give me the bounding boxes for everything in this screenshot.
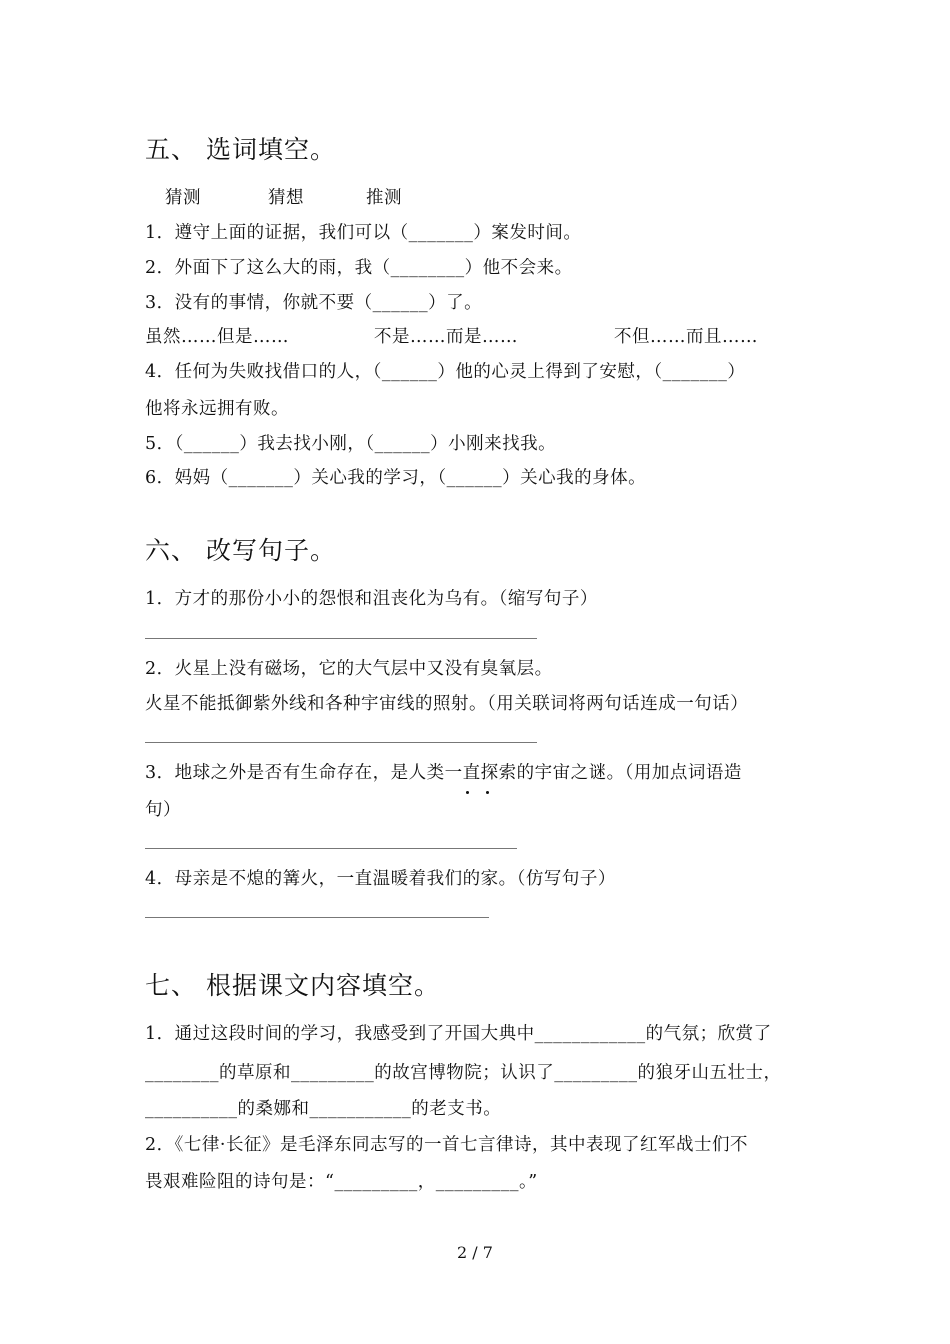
- conjunction-option: 不但……而且……: [614, 327, 758, 347]
- s5-question-4-cont: 他将永远拥有败。: [145, 399, 289, 419]
- s6-question-1: 1．方才的那份小小的怨恨和沮丧化为乌有。（缩写句子）: [145, 589, 598, 609]
- s5-question-1: 1．遵守上面的证据，我们可以（_______）案发时间。: [145, 223, 582, 243]
- answer-line[interactable]: [145, 917, 489, 918]
- page-number: 2 / 7: [457, 1243, 493, 1262]
- word-option: 猜想: [268, 188, 304, 208]
- s5-question-6: 6．妈妈（_______）关心我的学习，（______）关心我的身体。: [145, 468, 647, 488]
- section6-title: 六、 改写句子。: [145, 536, 336, 565]
- emphasis-dot: [486, 791, 489, 794]
- word-option: 推测: [366, 188, 402, 208]
- answer-line[interactable]: [145, 742, 537, 743]
- s7-question-2-cont: 畏艰难险阻的诗句是：“_________，_________。”: [145, 1172, 538, 1192]
- conjunction-option: 不是……而是……: [374, 327, 518, 347]
- s5-question-2: 2．外面下了这么大的雨，我（________）他不会来。: [145, 258, 573, 278]
- s6-question-4: 4．母亲是不熄的篝火，一直温暖着我们的家。（仿写句子）: [145, 869, 616, 889]
- word-option: 猜测: [165, 188, 201, 208]
- s7-question-2: 2．《七律·长征》是毛泽东同志写的一首七言律诗，其中表现了红军战士们不: [145, 1135, 748, 1155]
- section7-title: 七、 根据课文内容填空。: [145, 971, 440, 1000]
- s7-question-1: 1．通过这段时间的学习，我感受到了开国大典中____________的气氛；欣赏了: [145, 1024, 772, 1044]
- s5-question-5: 5．（______）我去找小刚，（______）小刚来找我。: [145, 434, 557, 454]
- emphasis-dot: [466, 791, 469, 794]
- s6-question-2-cont: 火星不能抵御紫外线和各种宇宙线的照射。（用关联词将两句话连成一句话）: [145, 694, 749, 714]
- s5-question-3: 3．没有的事情，你就不要（______）了。: [145, 293, 483, 313]
- s6-question-3: 3．地球之外是否有生命存在，是人类一直探索的宇宙之谜。（用加点词语造: [145, 763, 742, 783]
- section5-title: 五、 选词填空。: [145, 135, 336, 164]
- s7-question-1-cont: __________的桑娜和___________的老支书。: [145, 1099, 502, 1119]
- s5-question-4: 4．任何为失败找借口的人，（______）他的心灵上得到了安慰，（_______）: [145, 362, 746, 382]
- conjunction-option: 虽然……但是……: [145, 327, 289, 347]
- s6-question-2: 2．火星上没有磁场，它的大气层中又没有臭氧层。: [145, 659, 553, 679]
- s6-question-3-cont: 句）: [145, 800, 181, 820]
- answer-line[interactable]: [145, 848, 517, 849]
- s7-question-1-cont: ________的草原和_________的故宫博物院；认识了_________的狼牙山五壮士，: [145, 1063, 782, 1083]
- answer-line[interactable]: [145, 638, 537, 639]
